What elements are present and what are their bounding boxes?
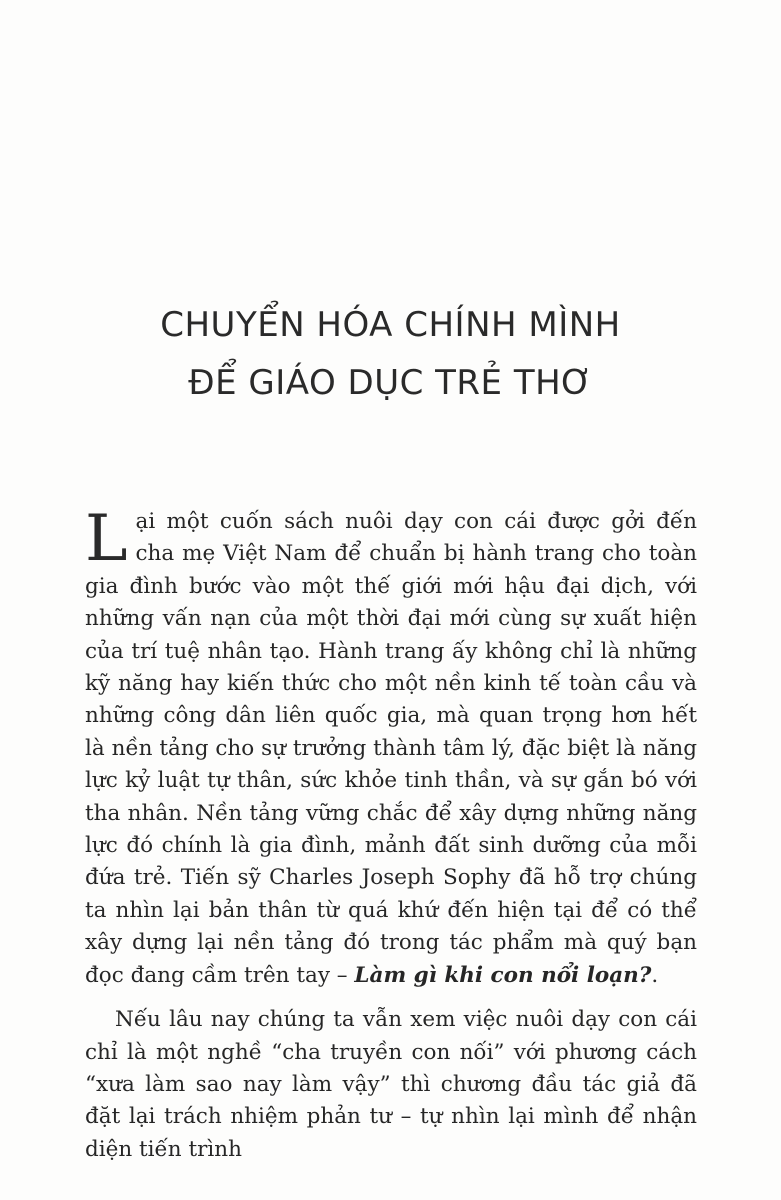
- paragraph-1-end: .: [651, 962, 659, 988]
- chapter-title-line-1: CHUYỂN HÓA CHÍNH MÌNH: [160, 305, 621, 345]
- book-title-emphasis: Làm gì khi con nổi loạn?: [354, 962, 652, 988]
- paragraph-1: [85, 502, 697, 992]
- body-text: [85, 502, 697, 1166]
- chapter-title: [0, 296, 781, 412]
- chapter-title-line-2: ĐỂ GIÁO DỤC TRẺ THƠ: [188, 363, 593, 403]
- paragraph-2: Nếu lâu nay chúng ta vẫn xem việc nuôi dạy con cái chỉ là một nghề “cha truyền con nối” với phương cách “xưa làm sao nay làm vậy” thì chương đầu tác giả đã đặt lại trách nhiệm phản tư – tự nhìn lại mình để nhận diện tiến trình: [85, 1007, 697, 1162]
- paragraph-1-text: ại một cuốn sách nuôi dạy con cái được gởi đến cha mẹ Việt Nam để chuẩn bị hành trang cho toàn gia đình bước vào một thế giới mới hậu đại dịch, với những vấn nạn của một thời đại mới cùng sự xuất hiện của trí tuệ nhân tạo. Hành trang ấy không chỉ là những kỹ năng hay kiến thức cho một nền kinh tế toàn cầu và những công dân liên quốc gia, mà quan trọng hơn hết là nền tảng cho sự trưởng thành tâm lý, đặc biệt là năng lực kỷ luật tự thân, sức khỏe tinh thần, và sự gắn bó với tha nhân. Nền tảng vững chắc để xây dựng những năng lực đó chính là gia đình, mảnh đất sinh dưỡng của mỗi đứa trẻ. Tiến sỹ Charles Joseph Sophy đã hỗ trợ chúng ta nhìn lại bản thân từ quá khứ đến hiện tại để có thể xây dựng lại nền tảng đó trong tác phẩm mà quý bạn đọc đang cầm trên tay –: [85, 509, 697, 988]
- drop-cap: L: [85, 502, 128, 576]
